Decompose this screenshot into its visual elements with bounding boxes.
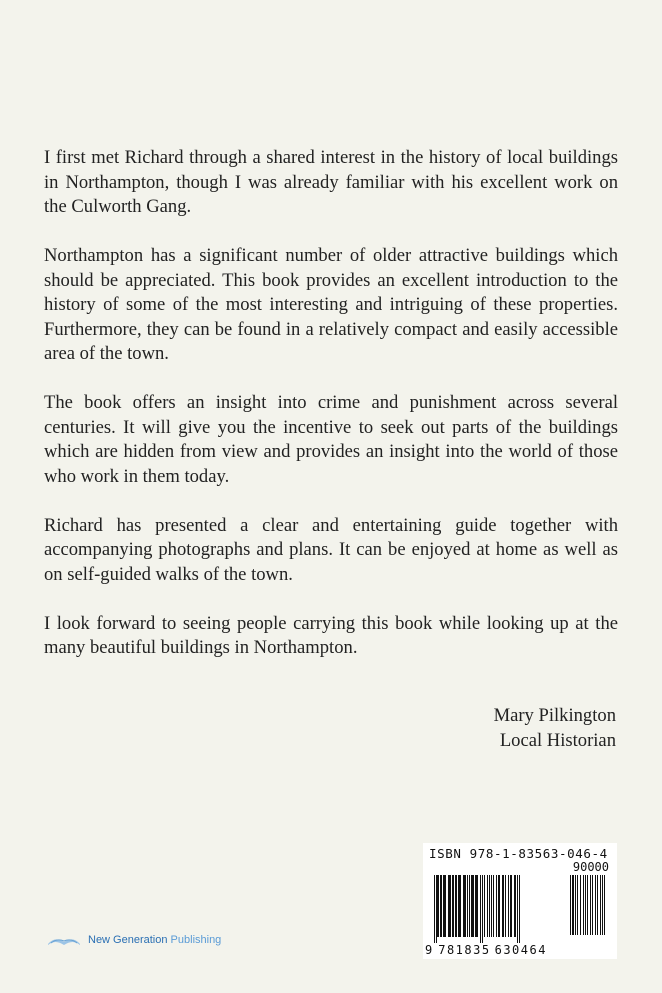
publisher-name: New Generation Publishing	[88, 934, 222, 946]
barcode-bar	[480, 875, 481, 943]
barcode-bar	[443, 875, 446, 937]
barcode-bar	[572, 875, 573, 935]
barcode-first-digit: 9	[425, 943, 433, 957]
isbn-barcode	[423, 843, 617, 959]
barcode-bar	[455, 875, 457, 937]
barcode-bar	[469, 875, 470, 937]
barcode-bar	[600, 875, 601, 935]
barcode-bar	[508, 875, 509, 937]
barcode-bar	[604, 875, 605, 935]
barcode-bar	[519, 875, 520, 943]
barcode-digits	[425, 943, 547, 957]
barcode-left-group: 781835	[438, 943, 491, 957]
open-book-icon	[46, 933, 82, 947]
barcode-bar	[482, 875, 483, 943]
addon-code: 90000	[572, 860, 609, 874]
barcode-right-group: 630464	[494, 943, 547, 957]
signature	[494, 704, 616, 753]
barcode-bar	[570, 875, 571, 935]
barcode-bar	[577, 875, 578, 935]
barcode-bar	[452, 875, 454, 937]
barcode-bar	[458, 875, 461, 937]
barcode-bar	[597, 875, 598, 935]
foreword-paragraph-3: The book offers an insight into crime and punishment across several centuries. It will give you the incentive to seek out parts of the buildings which are hidden from view and provides an insight into the world of those who work in them today.	[44, 392, 618, 487]
barcode-bar	[437, 875, 439, 937]
barcode-bar	[448, 875, 451, 937]
barcode-bar	[489, 875, 490, 937]
ean13-bars	[433, 875, 565, 943]
barcode-bar	[505, 875, 506, 937]
foreword-paragraph-4: Richard has presented a clear and entertaining guide together with accompanying photographs and plans. It can be enjoyed at home as well as on self-guided walks of the town.	[44, 514, 618, 585]
barcode-bar	[484, 875, 485, 937]
barcode-bar	[590, 875, 591, 935]
barcode-bar	[573, 875, 574, 935]
barcode-bar	[510, 875, 512, 937]
barcode-bar	[463, 875, 466, 937]
foreword-paragraph-2: Northampton has a significant number of older attractive buildings which should be appreciated. This book provides an excellent introduction to the history of some of the most interesting and intriguing of these properties. Furthermore, they can be found in a relatively compact and easily accessible area of the town.	[44, 245, 618, 364]
barcode-bar	[498, 875, 500, 937]
barcode-bar	[583, 875, 584, 935]
addon-bars	[569, 875, 611, 935]
author-title: Local Historian	[499, 729, 616, 751]
isbn-label: ISBN 978-1-83563-046-4	[429, 846, 608, 861]
barcode-bar	[471, 875, 474, 937]
barcode-bar	[487, 875, 488, 937]
barcode-bar	[602, 875, 603, 935]
barcode-bar	[475, 875, 478, 937]
barcode-bar	[592, 875, 593, 935]
barcode-bar	[502, 875, 504, 937]
barcode-bar	[595, 875, 596, 935]
barcode-bar	[440, 875, 442, 937]
barcode-bar	[491, 875, 492, 937]
barcode-bar	[587, 875, 588, 935]
barcode-bar	[434, 875, 435, 943]
author-name: Mary Pilkington	[493, 705, 616, 726]
barcode-bar	[493, 875, 494, 937]
barcode-bar	[517, 875, 518, 943]
barcode-bar	[514, 875, 516, 937]
foreword-text	[44, 146, 618, 661]
barcode-bar	[436, 875, 437, 943]
foreword-paragraph-5: I look forward to seeing people carrying this book while looking up at the many beautiful buildings in Northampton.	[44, 612, 618, 658]
barcode-bar	[496, 875, 497, 937]
foreword-paragraph-1: I first met Richard through a shared interest in the history of local buildings in Northampton, though I was already familiar with his excellent work on the Culworth Gang.	[44, 147, 618, 217]
barcode-bar	[575, 875, 576, 935]
barcode-bar	[580, 875, 581, 935]
barcode-bar	[467, 875, 468, 937]
barcode-bar	[585, 875, 586, 935]
publisher-logo	[46, 933, 221, 947]
